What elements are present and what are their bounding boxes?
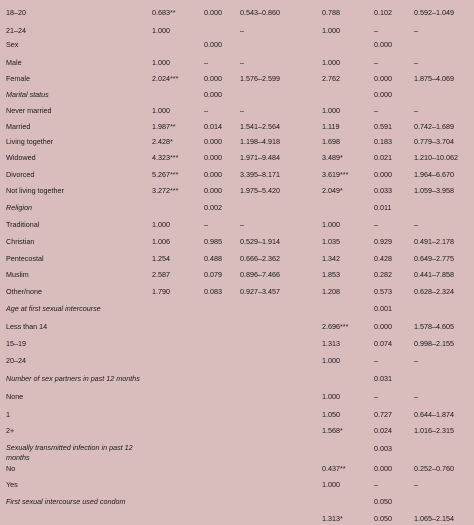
table-cell: –: [240, 58, 244, 67]
table-cell: 0.437**: [322, 464, 346, 473]
row-label: 15–19: [6, 339, 26, 348]
row-label: 18–20: [6, 8, 26, 17]
table-row: [0, 202, 474, 214]
table-cell: 1.035: [322, 237, 340, 246]
table-cell: –: [414, 392, 418, 401]
row-label: Living together: [6, 137, 54, 146]
table-cell: 0.000: [204, 170, 222, 179]
table-cell: 0.031: [374, 374, 392, 383]
table-cell: 0.282: [374, 270, 392, 279]
table-cell: 2.762: [322, 74, 340, 83]
table-cell: 3.395–8.171: [240, 170, 280, 179]
table-row: [0, 121, 474, 133]
table-cell: 1.971–9.484: [240, 153, 280, 162]
table-cell: 0.074: [374, 339, 392, 348]
table-cell: 0.742–1.689: [414, 122, 454, 131]
table-cell: 0.033: [374, 186, 392, 195]
table-cell: 3.619***: [322, 170, 349, 179]
table-row: [0, 269, 474, 281]
table-cell: 1.000: [322, 480, 340, 489]
row-label: Age at first sexual intercourse: [6, 304, 101, 313]
table-cell: 5.267***: [152, 170, 179, 179]
table-cell: 1.000: [152, 220, 170, 229]
row-label: Religion: [6, 203, 32, 212]
table-row: [0, 39, 474, 51]
table-cell: 1.853: [322, 270, 340, 279]
table-cell: –: [414, 356, 418, 365]
row-label: Female: [6, 74, 30, 83]
table-cell: 0.727: [374, 410, 392, 419]
table-cell: 0.000: [374, 322, 392, 331]
table-cell: –: [204, 106, 208, 115]
table-row: [0, 286, 474, 298]
row-label: 20–24: [6, 356, 26, 365]
table-cell: 1.000: [152, 106, 170, 115]
table-row: [0, 513, 474, 525]
row-label: 1: [6, 410, 10, 419]
row-label: Yes: [6, 480, 18, 489]
table-row: [0, 409, 474, 421]
row-label: No: [6, 464, 16, 473]
table-cell: 1.198–4.918: [240, 137, 280, 146]
table-row: [0, 219, 474, 231]
row-label: First sexual intercourse used condom: [6, 497, 126, 506]
table-row: [0, 152, 474, 164]
table-cell: 0.050: [374, 497, 392, 506]
table-cell: 1.065–2.154: [414, 514, 454, 523]
table-row: [0, 425, 474, 437]
table-cell: –: [374, 220, 378, 229]
table-cell: 0.024: [374, 426, 392, 435]
table-cell: –: [374, 356, 378, 365]
table-cell: 0.183: [374, 137, 392, 146]
table-cell: 0.011: [374, 203, 392, 212]
table-row: [0, 185, 474, 197]
table-cell: 1.342: [322, 254, 340, 263]
table-cell: 1.059–3.958: [414, 186, 454, 195]
table-row: [0, 7, 474, 19]
table-cell: 0.014: [204, 122, 222, 131]
row-label: 21–24: [6, 26, 26, 35]
table-cell: 0.529–1.914: [240, 237, 280, 246]
table-cell: 0.000: [204, 137, 222, 146]
table-cell: 0.000: [374, 90, 392, 99]
table-cell: –: [204, 220, 208, 229]
table-cell: 0.083: [204, 287, 222, 296]
table-cell: 1.576–2.599: [240, 74, 280, 83]
table-cell: 0.079: [204, 270, 222, 279]
table-cell: 0.985: [204, 237, 222, 246]
table-cell: 0.000: [204, 40, 222, 49]
row-label: Number of sex partners in past 12 months: [6, 374, 140, 383]
table-cell: –: [374, 106, 378, 115]
table-cell: 0.002: [204, 203, 222, 212]
table-cell: 0.929: [374, 237, 392, 246]
table-cell: 0.021: [374, 153, 392, 162]
table-row: [0, 25, 474, 37]
table-cell: 1.698: [322, 137, 340, 146]
row-label: 2+: [6, 426, 15, 435]
table-cell: 0.000: [374, 170, 392, 179]
row-label: Muslim: [6, 270, 29, 279]
table-cell: 1.313*: [322, 514, 343, 523]
table-cell: 0.573: [374, 287, 392, 296]
table-cell: –: [374, 58, 378, 67]
table-cell: 0.592–1.049: [414, 8, 454, 17]
table-cell: –: [374, 392, 378, 401]
row-label: Marital status: [6, 90, 49, 99]
table-row: [0, 321, 474, 333]
table-cell: 0.666–2.362: [240, 254, 280, 263]
table-cell: 0.000: [374, 74, 392, 83]
table-cell: 1.254: [152, 254, 170, 263]
row-label: None: [6, 392, 24, 401]
table-row: [0, 391, 474, 403]
table-cell: 0.000: [204, 8, 222, 17]
table-cell: –: [414, 26, 418, 35]
table-cell: 0.543–0.860: [240, 8, 280, 17]
table-row: [0, 73, 474, 85]
table-cell: 2.049*: [322, 186, 343, 195]
table-cell: 3.272***: [152, 186, 179, 195]
table-cell: 0.644–1.874: [414, 410, 454, 419]
table-cell: 0.628–2.324: [414, 287, 454, 296]
table-cell: 2.024***: [152, 74, 179, 83]
table-cell: –: [414, 106, 418, 115]
table-cell: 0.000: [204, 153, 222, 162]
table-row: [0, 443, 474, 462]
table-cell: –: [374, 26, 378, 35]
table-cell: 1.000: [322, 26, 340, 35]
table-cell: 0.491–2.178: [414, 237, 454, 246]
row-label: Sex: [6, 40, 19, 49]
table-cell: 1.313: [322, 339, 340, 348]
table-cell: 1.000: [322, 220, 340, 229]
table-cell: 1.119: [322, 122, 340, 131]
table-cell: 0.000: [204, 186, 222, 195]
table-cell: 2.428*: [152, 137, 173, 146]
table-cell: 1.000: [322, 106, 340, 115]
table-cell: 1.208: [322, 287, 340, 296]
table-cell: –: [240, 220, 244, 229]
table-row: [0, 236, 474, 248]
row-label: Less than 14: [6, 322, 48, 331]
table-row: [0, 169, 474, 181]
table-cell: 1.578–4.605: [414, 322, 454, 331]
row-label: Male: [6, 58, 22, 67]
table-cell: 1.541–2.564: [240, 122, 280, 131]
table-cell: 0.050: [374, 514, 392, 523]
row-label: Sexually transmitted infection in past 12 months: [6, 443, 133, 462]
table-cell: 0.428: [374, 254, 392, 263]
table-cell: 0.683**: [152, 8, 176, 17]
table-cell: 1.964–6.670: [414, 170, 454, 179]
table-cell: 0.000: [374, 464, 392, 473]
row-label: Divorced: [6, 170, 35, 179]
table-cell: 0.998–2.155: [414, 339, 454, 348]
table-cell: 1.050: [322, 410, 340, 419]
table-cell: 0.441–7.858: [414, 270, 454, 279]
table-row: [0, 479, 474, 491]
table-row: [0, 136, 474, 148]
table-cell: 1.568*: [322, 426, 343, 435]
row-label: Traditional: [6, 220, 40, 229]
table-cell: 1.000: [152, 26, 170, 35]
table-cell: 0.102: [374, 8, 392, 17]
table-cell: 0.000: [204, 74, 222, 83]
table-row: [0, 373, 474, 385]
table-cell: –: [414, 480, 418, 489]
table-cell: 1.790: [152, 287, 170, 296]
row-label: Widowed: [6, 153, 36, 162]
table-cell: 0.788: [322, 8, 340, 17]
table-cell: –: [204, 58, 208, 67]
table-row: [0, 496, 474, 508]
table-cell: –: [374, 480, 378, 489]
table-cell: 2.587: [152, 270, 170, 279]
table-row: [0, 105, 474, 117]
table-cell: 1.210–10.062: [414, 153, 458, 162]
table-row: [0, 89, 474, 101]
row-label: Other/none: [6, 287, 42, 296]
table-cell: 0.488: [204, 254, 222, 263]
table-cell: 0.591: [374, 122, 392, 131]
table-cell: 0.779–3.704: [414, 137, 454, 146]
table-cell: 1.016–2.315: [414, 426, 454, 435]
table-row: [0, 57, 474, 69]
table-cell: 0.000: [374, 40, 392, 49]
table-cell: –: [240, 106, 244, 115]
table-cell: 1.875–4.069: [414, 74, 454, 83]
table-cell: 1.987**: [152, 122, 176, 131]
table-cell: 0.003: [374, 444, 392, 453]
table-row: [0, 303, 474, 315]
table-cell: 0.927–3.457: [240, 287, 280, 296]
table-row: [0, 338, 474, 350]
row-label: Married: [6, 122, 31, 131]
table-cell: 0.000: [204, 90, 222, 99]
table-cell: 2.696***: [322, 322, 349, 331]
table-cell: –: [414, 58, 418, 67]
table-cell: 1.000: [322, 58, 340, 67]
table-cell: 1.000: [152, 58, 170, 67]
table-cell: –: [414, 220, 418, 229]
table-cell: 0.001: [374, 304, 392, 313]
table-cell: 0.252–0.760: [414, 464, 454, 473]
table-cell: 1.006: [152, 237, 170, 246]
table-row: [0, 253, 474, 265]
table-cell: 1.975–5.420: [240, 186, 280, 195]
table-row: [0, 463, 474, 475]
row-label: Pentecostal: [6, 254, 44, 263]
table-cell: 3.489*: [322, 153, 343, 162]
table-cell: 1.000: [322, 392, 340, 401]
table-cell: 1.000: [322, 356, 340, 365]
table-row: [0, 355, 474, 367]
table-cell: 0.649–2.775: [414, 254, 454, 263]
row-label: Never married: [6, 106, 52, 115]
table-cell: –: [240, 26, 244, 35]
row-label: Not living together: [6, 186, 64, 195]
table-cell: 4.323***: [152, 153, 179, 162]
table-cell: 0.896–7.466: [240, 270, 280, 279]
row-label: Christian: [6, 237, 35, 246]
